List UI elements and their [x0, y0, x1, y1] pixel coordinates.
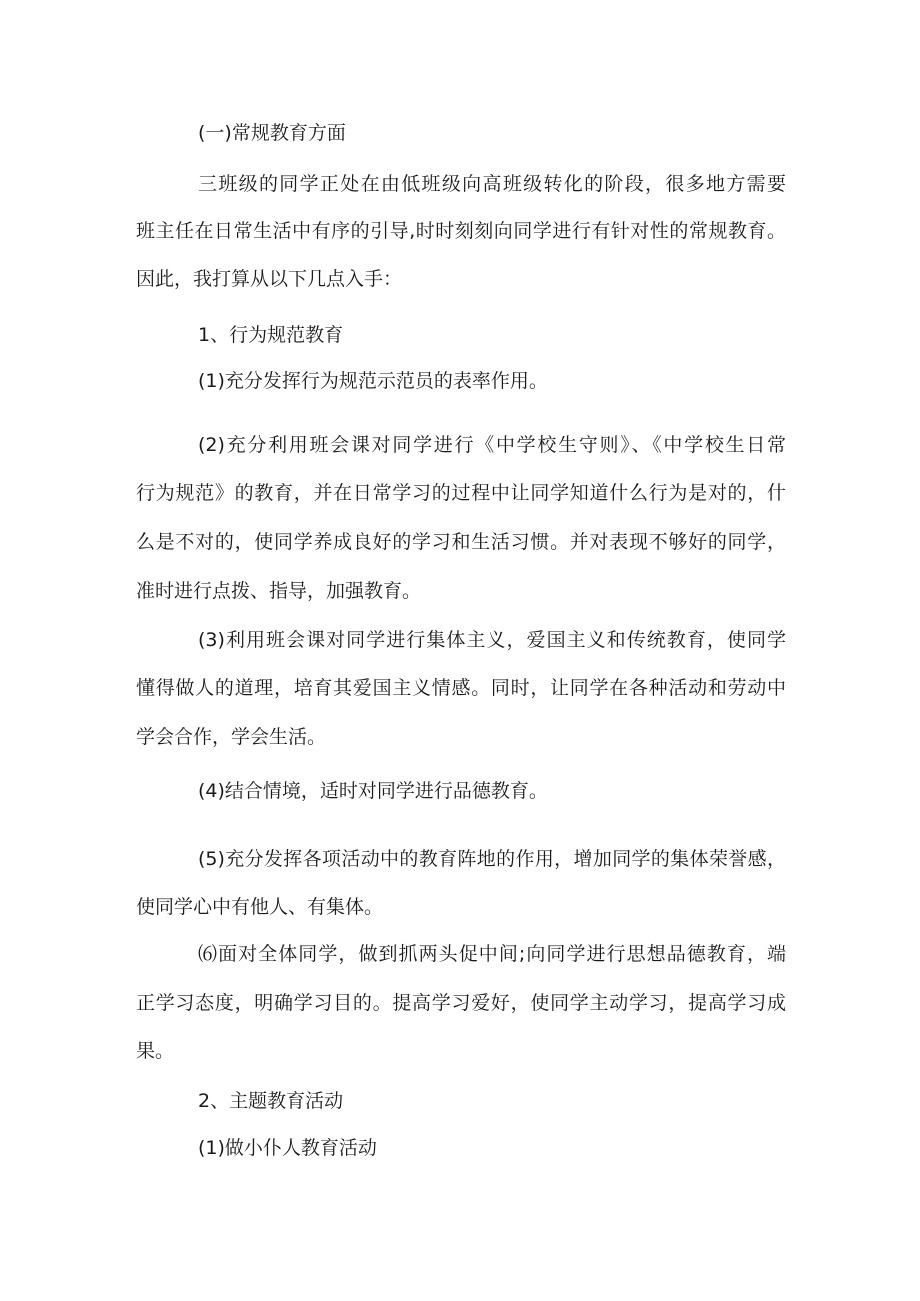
section-heading: (一)常规教育方面	[198, 122, 346, 144]
item-1: (1)充分发挥行为规范示范员的表率作用。	[198, 370, 548, 392]
item-4: (4)结合情境，适时对同学进行品德教育。	[198, 780, 548, 802]
item-6-line-1: ⑹面对全体同学，做到抓两头促中间;向同学进行思想品德教育，端	[198, 943, 786, 965]
intro-line-2: 班主任在日常生活中有序的引导,时时刻刻向同学进行有针对性的常规教育。	[136, 220, 786, 242]
item-5-line-1: (5)充分发挥各项活动中的教育阵地的作用，增加同学的集体荣誉感，	[198, 848, 786, 870]
subheading-theme-activities: 2、主题教育活动	[198, 1090, 344, 1112]
item-6-line-3: 果。	[136, 1040, 175, 1062]
item-3-line-3: 学会合作，学会生活。	[136, 726, 327, 748]
item-2-line-2: 行为规范》的教育，并在日常学习的过程中让同学知道什么行为是对的，什	[136, 482, 786, 504]
item-5-line-2: 使同学心中有他人、有集体。	[136, 896, 384, 918]
item-3-line-2: 懂得做人的道理，培育其爱国主义情感。同时，让同学在各种活动和劳动中	[136, 677, 786, 699]
item-2-1: (1)做小仆人教育活动	[198, 1137, 377, 1159]
intro-line-3: 因此，我打算从以下几点入手：	[136, 268, 403, 290]
item-2-line-3: 么是不对的，使同学养成良好的学习和生活习惯。并对表现不够好的同学，	[136, 531, 786, 553]
intro-line-1: 三班级的同学正处在由低班级向高班级转化的阶段，很多地方需要	[198, 173, 786, 195]
item-6-line-2: 正学习态度，明确学习目的。提高学习爱好，使同学主动学习，提高学习成	[136, 992, 786, 1014]
item-2-line-4: 准时进行点拨、指导，加强教育。	[136, 580, 422, 602]
item-2-line-1: (2)充分利用班会课对同学进行《中学校生守则》、《中学校生日常	[198, 434, 786, 456]
item-3-line-1: (3)利用班会课对同学进行集体主义，爱国主义和传统教育，使同学	[198, 629, 786, 651]
subheading-behavior: 1、行为规范教育	[198, 324, 344, 346]
